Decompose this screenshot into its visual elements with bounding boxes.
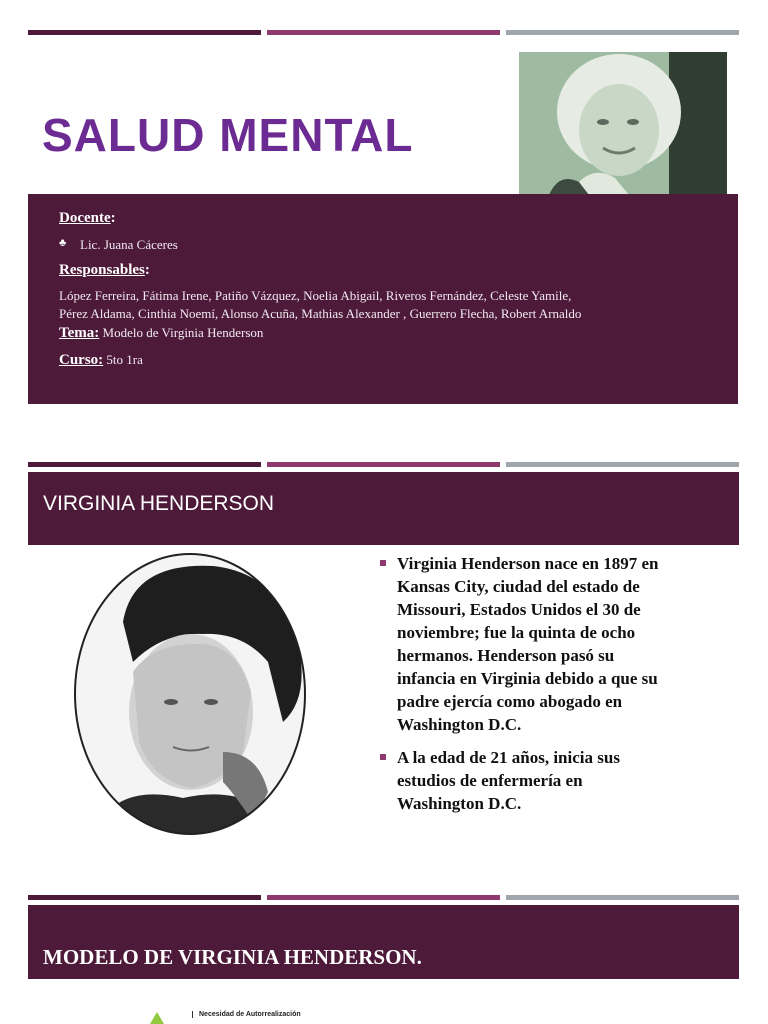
docente-name: Lic. Juana Cáceres [80,237,178,252]
slide3-title-band [28,905,739,979]
slide3-stripe-mid [267,895,500,900]
slide2-stripe-mid [267,462,500,467]
square-bullet-icon [380,560,386,566]
henderson-photo-smiling [519,52,727,195]
top-stripe-mid [267,30,500,35]
bio-bullet-list [378,552,668,825]
docente-label: Docente: [59,210,116,226]
slide2-stripe-dark [28,462,261,467]
slide2-stripe-gray [506,462,739,467]
responsables-line-1: López Ferreira, Fátima Irene, Patiño Vázquez, Noelia Abigail, Riveros Fernández, Celeste Yamile, [59,288,572,303]
info-panel [28,194,738,404]
tema-row [59,325,263,342]
bio-bullet-item: A la edad de 21 años, inicia sus estudios de enfermería en Washington D.C. [378,746,668,815]
responsables-label: Responsables: [59,262,150,278]
slide-title-virginia-henderson: VIRGINIA HENDERSON [43,492,275,515]
club-bullet-icon: ♣ [59,237,67,249]
top-stripe-gray [506,30,739,35]
curso-label: Curso: [59,352,104,368]
responsables-line-2: Pérez Aldama, Cinthia Noemí, Alonso Acuña, Mathias Alexander , Guerrero Flecha, Robert Arnaldo [59,306,582,321]
curso-row [59,352,143,369]
slide-title-salud-mental: SALUD MENTAL [42,109,414,161]
top-stripe-dark [28,30,261,35]
tema-label: Tema: [59,325,100,341]
pyramid-tip-icon [150,1012,164,1024]
henderson-portrait-oval [73,552,307,836]
bio-bullet-item: Virginia Henderson nace en 1897 en Kansas City, ciudad del estado de Missouri, Estados Unidos el 30 de noviembre; fue la quinta de ocho hermanos. Henderson pasó su infancia en Virginia debido a que su padre ejercía como abogado en Washington D.C. [378,552,668,736]
slide2-title-band [28,472,739,545]
slide-title-modelo: MODELO DE VIRGINIA HENDERSON. [43,945,422,969]
curso-value: 5to 1ra [103,352,143,367]
square-bullet-icon [380,754,386,760]
slide3-stripe-dark [28,895,261,900]
tema-value: Modelo de Virginia Henderson [99,325,264,340]
pyramid-level-label: Necesidad de Autorrealización [192,1011,301,1018]
slide3-stripe-gray [506,895,739,900]
